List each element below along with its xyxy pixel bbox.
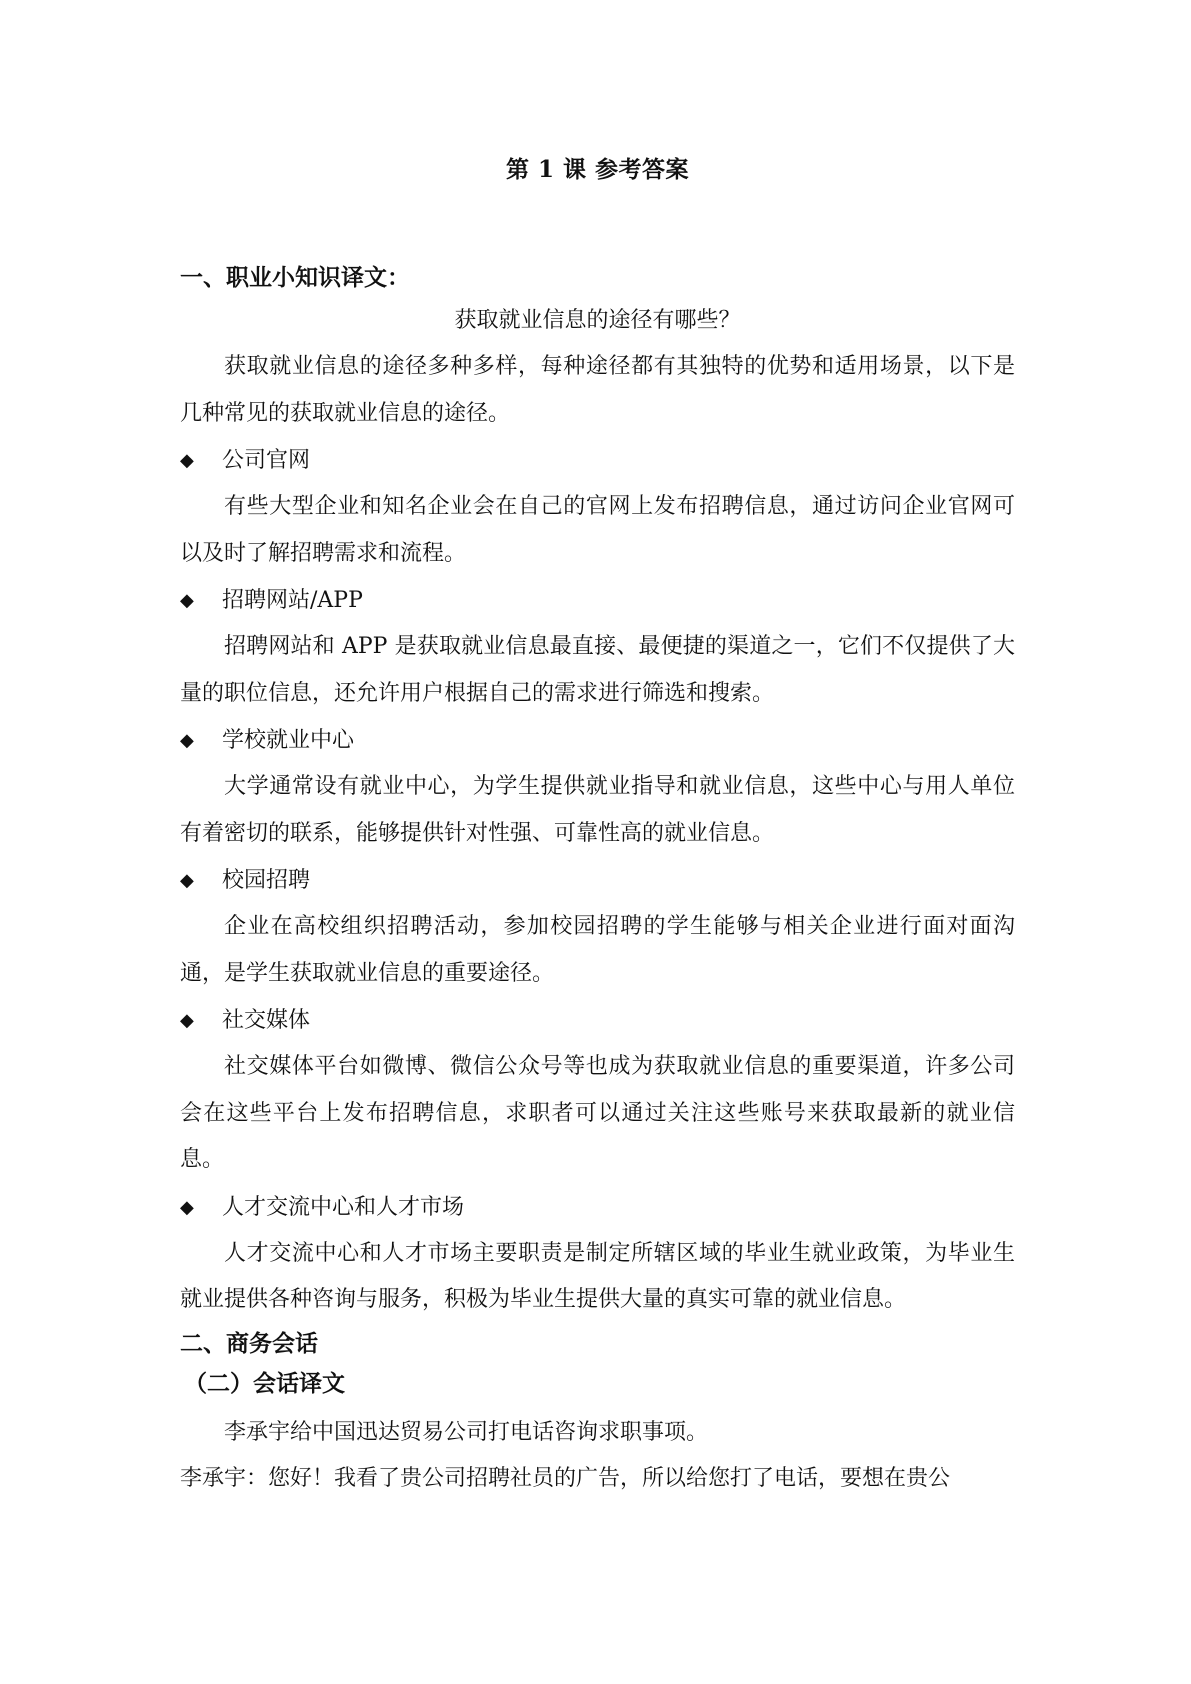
diamond-bullet-icon: ◆ xyxy=(180,450,194,471)
bullet-paragraph: 社交媒体平台如微博、微信公众号等也成为获取就业信息的重要渠道，许多公司会在这些平台上发布招聘信息，求职者可以通过关注这些账号来获取最新的就业信息。 xyxy=(180,1054,1015,1172)
bullet-paragraph: 人才交流中心和人才市场主要职责是制定所辖区域的毕业生就业政策，为毕业生就业提供各种咨询与服务，积极为毕业生提供大量的真实可靠的就业信息。 xyxy=(180,1240,1015,1312)
page-title: 第 1 课 参考答案 xyxy=(505,156,690,183)
diamond-bullet-icon: ◆ xyxy=(180,870,194,891)
section2-heading: 二、商务会话 xyxy=(180,1329,318,1357)
bullet-label: 人才交流中心和人才市场 xyxy=(222,1194,465,1220)
section1-intro: 获取就业信息的途径多种多样，每种途径都有其独特的优势和适用场景，以下是几种常见的获取就业信息的途径。 xyxy=(180,354,1015,426)
bullet-label: 公司官网 xyxy=(222,448,311,473)
section1-heading: 一、职业小知识译文： xyxy=(180,264,410,291)
bullet-item xyxy=(180,1184,1015,1231)
bullet-paragraph: 招聘网站和 APP 是获取就业信息最直接、最便捷的渠道之一，它们不仅提供了大量的职位信息，还允许用户根据自己的需求进行筛选和搜索。 xyxy=(180,634,1015,706)
title-spacer xyxy=(180,190,1015,258)
bullet-item xyxy=(180,717,1015,764)
dialogue-line: 李承宇：您好！我看了贵公司招聘社员的广告，所以给您打了电话，要想在贵公 xyxy=(180,1466,951,1491)
bullet-label: 社交媒体 xyxy=(222,1008,311,1033)
bullet-paragraph: 大学通常设有就业中心，为学生提供就业指导和就业信息，这些中心与用人单位有着密切的联系，能够提供针对性强、可靠性高的就业信息。 xyxy=(180,774,1015,846)
bullet-paragraph: 企业在高校组织招聘活动，参加校园招聘的学生能够与相关企业进行面对面沟通，是学生获取就业信息的重要途径。 xyxy=(180,914,1015,986)
bullet-paragraph: 有些大型企业和知名企业会在自己的官网上发布招聘信息，通过访问企业官网可以及时了解招聘需求和流程。 xyxy=(180,494,1015,566)
section1-subtitle: 获取就业信息的途径有哪些？ xyxy=(454,308,741,333)
diamond-bullet-icon: ◆ xyxy=(180,590,194,611)
bullet-item xyxy=(180,857,1015,904)
diamond-bullet-icon: ◆ xyxy=(180,1010,194,1031)
diamond-bullet-icon: ◆ xyxy=(180,1196,194,1218)
bullet-item xyxy=(180,997,1015,1044)
document-content xyxy=(180,150,1015,1503)
bullet-item xyxy=(180,577,1015,624)
section2-subheading: （二）会话译文 xyxy=(184,1369,345,1397)
bullet-label: 校园招聘 xyxy=(222,868,311,893)
bullet-label: 学校就业中心 xyxy=(222,728,355,753)
section2-intro: 李承宇给中国迅达贸易公司打电话咨询求职事项。 xyxy=(224,1419,709,1445)
bullet-item xyxy=(180,437,1015,484)
bullet-label: 招聘网站/APP xyxy=(222,588,363,613)
diamond-bullet-icon: ◆ xyxy=(180,730,194,751)
